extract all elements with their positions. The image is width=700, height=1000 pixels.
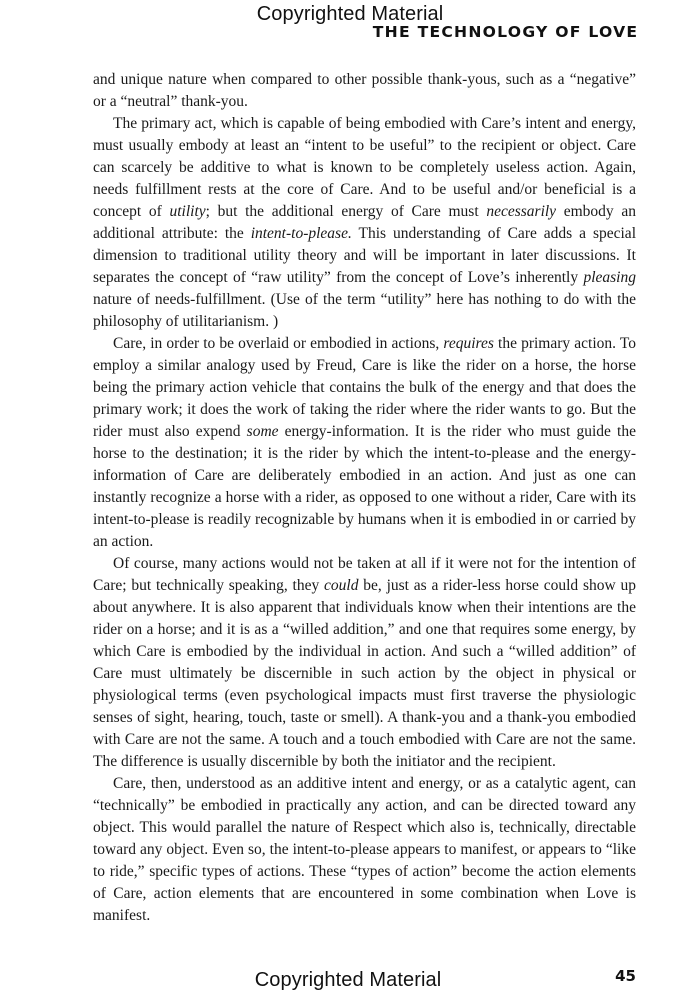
paragraph-2 xyxy=(93,113,636,333)
p3-text-b: the primary action. To employ a similar analogy used by Freud, Care is like the rider on a horse, the horse being the primary action vehicle that contains the bulk of the energy and that does the primary work; it does the work of taking the rider where the rider wants to go. But the rider must also expend xyxy=(93,335,636,440)
copyright-watermark-bottom: Copyrighted Material xyxy=(254,969,442,991)
p4-emphasis-could: could xyxy=(324,577,359,594)
copyright-watermark-top: Copyrighted Material xyxy=(256,3,444,25)
p2-emphasis-necessarily: necessarily xyxy=(486,203,557,220)
p2-emphasis-intent: intent-to-please. xyxy=(250,225,352,242)
p2-text-e: nature of needs-fulfillment. (Use of the term “utility” here has nothing to do with the philosophy of utilitarianism. ) xyxy=(93,291,636,330)
p3-text-a: Care, in order to be overlaid or embodied in actions, xyxy=(113,335,444,352)
p3-emphasis-some: some xyxy=(246,423,279,440)
p3-emphasis-requires: requires xyxy=(443,335,494,352)
p4-text-a: Of course, many actions would not be taken at all if it were not for the intention of Care; but technically speaking, they xyxy=(93,555,636,594)
paragraph-1: and unique nature when compared to other possible thank-yous, such as a “negative” or a “neutral” thank-you. xyxy=(93,71,636,110)
paragraph-4 xyxy=(93,553,636,773)
p2-text-a: The primary act, which is capable of being embodied with Care’s intent and energy, must usually embody at least an “intent to be useful” to the recipient or object. Care can scarcely be additive to what is known to be completely useless action. Again, needs fulfillment rests at the core of Care. And to be useful and/or beneficial is a concept of xyxy=(93,115,636,220)
paragraph-5: Care, then, understood as an additive intent and energy, or as a catalytic agent, can “technically” be embodied in practically any action, and can be directed toward any object. This would parallel the nature of Respect which also is, technically, directable toward any object. Even so, the intent-to-please appears to manifest, or appears to “like to ride,” specific types of actions. These “types of action” become the action elements of Care, action elements that are encountered in some combination when Love is manifest. xyxy=(93,775,636,924)
p2-text-d: This understanding of Care adds a special dimension to traditional utility theory and will be important in later discussions. It separates the concept of “raw utility” from the concept of Love’s inherently xyxy=(93,225,636,286)
p2-emphasis-utility: utility xyxy=(169,203,206,220)
page-number: 45 xyxy=(615,967,636,985)
running-head: THE TECHNOLOGY OF LOVE xyxy=(372,23,638,41)
p2-emphasis-pleasing: pleasing xyxy=(583,269,636,286)
p3-text-c: energy-information. It is the rider who must guide the horse to the destination; it is the rider by which the intent-to-please and the energy-information of Care are deliberately embodied in an action. And just as one can instantly recognize a horse with a rider, as opposed to one without a rider, Care with its intent-to-please is readily recognizable by humans when it is embodied in or carried by an action. xyxy=(93,423,636,550)
page-body xyxy=(93,69,636,927)
p2-text-c: embody an additional attribute: the xyxy=(93,203,636,242)
p4-text-b: be, just as a rider-less horse could show up about anywhere. It is also apparent that individuals know when their intentions are the rider on a horse; and it is as a “willed addition,” and one that requires some energy, by which Care is embodied by the individual in action. And such a “willed addition” of Care must ultimately be discernible in such action by the object in physical or physiological terms (even psychological impacts must first traverse the physiologic senses of sight, hearing, touch, taste or smell). A thank-you and a thank-you embodied with Care are not the same. A touch and a touch embodied with Care are not the same. The difference is usually discernible by both the initiator and the recipient. xyxy=(93,577,636,770)
p2-text-b: ; but the additional energy of Care must xyxy=(205,203,487,220)
paragraph-3 xyxy=(93,333,636,553)
